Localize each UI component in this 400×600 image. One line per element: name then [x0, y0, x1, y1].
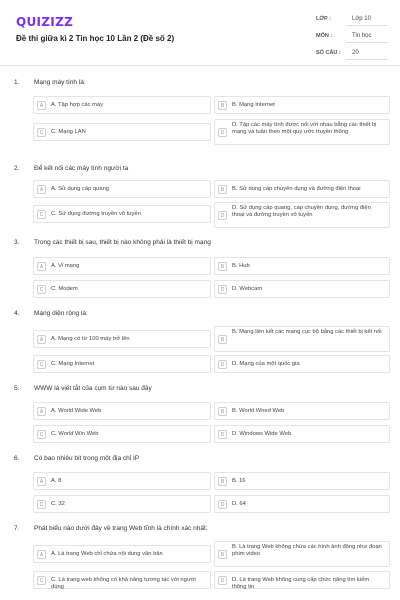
option-c[interactable] — [33, 571, 211, 589]
option-text: C. Modem — [51, 286, 78, 292]
option-d[interactable] — [214, 355, 390, 373]
option-d[interactable] — [214, 119, 390, 145]
option-letter: D — [218, 211, 227, 220]
option-letter: A — [37, 185, 46, 194]
option-c[interactable] — [33, 355, 211, 373]
option-c[interactable] — [33, 280, 211, 298]
meta-label-subject: MÔN : — [316, 33, 333, 39]
option-a[interactable] — [33, 472, 211, 490]
option-d[interactable] — [214, 202, 390, 228]
option-text: B. Mạng Internet — [232, 102, 275, 108]
option-a[interactable] — [33, 96, 211, 114]
option-text: C. World Win Web — [51, 431, 99, 437]
option-a[interactable] — [33, 257, 211, 275]
option-letter: B — [218, 477, 227, 486]
option-text: C. Sử dụng đường truyền vô tuyến — [51, 211, 141, 217]
option-letter: C — [37, 128, 46, 137]
option-letter: D — [218, 128, 227, 137]
option-text: B. 16 — [232, 478, 246, 484]
option-text: A. Mạng có từ 100 máy trở lên — [51, 336, 130, 342]
option-letter: B — [218, 101, 227, 110]
meta-value-subject: Tin học — [346, 29, 388, 43]
question-text: Mạng máy tính là: — [34, 79, 86, 86]
option-letter: C — [37, 360, 46, 369]
option-d[interactable] — [214, 280, 390, 298]
question-text: Phát biểu nào dưới đây về trang Web tĩnh là chính xác nhất: — [34, 525, 208, 532]
option-text: A. Là trang Web chỉ chứa nội dung văn bản — [51, 551, 163, 557]
worksheet-title: Đề thi giữa kì 2 Tin học 10 Lần 2 (Đề số 2) — [16, 34, 175, 43]
option-a[interactable] — [33, 545, 211, 563]
option-b[interactable] — [214, 472, 390, 490]
option-text: C. 32 — [51, 501, 65, 507]
question-number: 7. — [14, 525, 20, 532]
quizizz-logo: QUIZIZZ — [16, 15, 74, 29]
option-text: D. Webcam — [232, 286, 263, 292]
option-a[interactable] — [33, 402, 211, 420]
option-letter: D — [218, 500, 227, 509]
option-letter: C — [37, 576, 46, 585]
meta-label-class: LỚP : — [316, 16, 331, 22]
option-text: A. World Wide Web — [51, 408, 102, 414]
question-number: 5. — [14, 385, 20, 392]
question-number: 6. — [14, 455, 20, 462]
option-text: D. Tập các máy tính được nối với nhau bằng các thiết bị mạng và tuân theo một quy ước truyền thông — [232, 122, 377, 135]
option-letter: A — [37, 477, 46, 486]
option-a[interactable] — [33, 180, 211, 198]
option-letter: C — [37, 500, 46, 509]
option-letter: D — [218, 360, 227, 369]
meta-label-count: SỐ CÂU : — [316, 50, 341, 56]
option-letter: B — [218, 335, 227, 344]
option-b[interactable] — [214, 257, 390, 275]
option-text: D. Sử dụng cáp quang, cáp chuyên dụng, đường điện thoại và đường truyền vô tuyến — [232, 205, 371, 218]
worksheet-header — [0, 0, 400, 66]
option-letter: A — [37, 101, 46, 110]
option-c[interactable] — [33, 425, 211, 443]
option-text: C. Là trang web không có khả năng tương tác với người dùng — [51, 577, 196, 590]
meta-row-class — [316, 12, 388, 29]
option-c[interactable] — [33, 495, 211, 513]
option-letter: A — [37, 335, 46, 344]
option-d[interactable] — [214, 425, 390, 443]
question-number: 2. — [14, 165, 20, 172]
option-letter: D — [218, 430, 227, 439]
option-letter: C — [37, 210, 46, 219]
option-letter: C — [37, 285, 46, 294]
option-text: D. 64 — [232, 501, 246, 507]
option-b[interactable] — [214, 402, 390, 420]
option-b[interactable] — [214, 326, 390, 352]
option-text: B. Hub — [232, 263, 250, 269]
question-number: 3. — [14, 239, 20, 246]
question-text: Trong các thiết bị sau, thiết bị nào không phải là thiết bị mạng — [34, 239, 211, 246]
option-text: D. Mạng của một quốc gia — [232, 361, 300, 367]
option-letter: B — [218, 550, 227, 559]
option-letter: D — [218, 576, 227, 585]
option-text: D. Là trang Web không cung cấp chức năng tìm kiếm thông tin — [232, 577, 370, 590]
option-letter: A — [37, 550, 46, 559]
option-text: A. 8 — [51, 478, 62, 484]
meta-row-subject — [316, 29, 388, 46]
meta-fields — [316, 12, 388, 63]
option-letter: A — [37, 407, 46, 416]
question-text: Mạng diện rộng là: — [34, 310, 88, 317]
option-letter: B — [218, 262, 227, 271]
option-c[interactable] — [33, 205, 211, 223]
option-c[interactable] — [33, 123, 211, 141]
option-letter: A — [37, 262, 46, 271]
option-b[interactable] — [214, 541, 390, 567]
meta-value-class: Lớp 10 — [346, 12, 388, 26]
option-text: C. Mạng LAN — [51, 129, 86, 135]
option-text: B. World Wired Web — [232, 408, 285, 414]
option-text: B. Là trang Web không chứa các hình ảnh động như đoạn phim video — [232, 544, 382, 557]
option-text: A. Tập hợp các máy — [51, 102, 104, 108]
option-d[interactable] — [214, 571, 390, 589]
option-b[interactable] — [214, 180, 390, 198]
option-text: B. Sử dụng cáp chuyên dụng và đường điện thoại — [232, 186, 361, 192]
option-text: D. Windows Wide Web — [232, 431, 292, 437]
meta-value-count: 20 — [346, 46, 388, 60]
option-d[interactable] — [214, 495, 390, 513]
option-text: A. Vỉ mạng — [51, 263, 80, 269]
option-letter: B — [218, 407, 227, 416]
option-b[interactable] — [214, 96, 390, 114]
question-text: Để kết nối các máy tính người ta — [34, 165, 129, 172]
option-a[interactable] — [33, 330, 211, 348]
option-text: B. Mạng liên kết các mạng cục bộ bằng các thiết bị kết nối — [232, 329, 382, 335]
meta-row-count — [316, 46, 388, 63]
question-text: Có bao nhiêu bit trong một địa chỉ IP — [34, 455, 140, 462]
question-number: 4. — [14, 310, 20, 317]
option-text: C. Mạng Internet — [51, 361, 95, 367]
question-text: WWW là viết tắt của cụm từ nào sau đây — [34, 385, 152, 392]
option-letter: D — [218, 285, 227, 294]
option-text: A. Sử dụng cáp quang — [51, 186, 110, 192]
question-number: 1. — [14, 79, 20, 86]
option-letter: C — [37, 430, 46, 439]
option-letter: B — [218, 185, 227, 194]
